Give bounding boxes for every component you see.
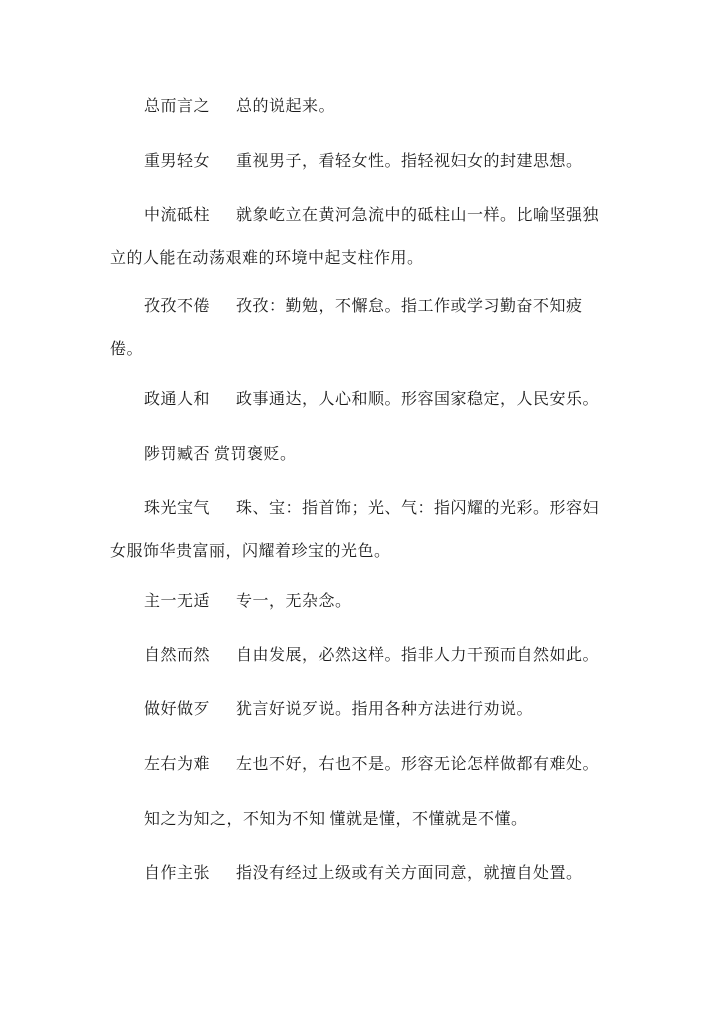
idiom-definition: 指没有经过上级或有关方面同意，就擅自处置。 [236,863,583,882]
idiom-term: 总而言之 [144,96,211,115]
idiom-entry [110,193,610,279]
idiom-entry [110,432,610,475]
idiom-term: 政通人和 [144,389,211,408]
idiom-entry [110,284,610,370]
idiom-entry [110,851,610,894]
idiom-entry [110,139,610,182]
idiom-definition: 懂就是懂，不懂就是不懂。 [329,809,528,828]
idiom-definition: 重视男子，看轻女性。指轻视妇女的封建思想。 [236,151,583,170]
idiom-entry [110,377,610,420]
idiom-definition: 犹言好说歹说。指用各种方法进行劝说。 [236,699,534,718]
idiom-term: 做好做歹 [144,699,211,718]
idiom-entry [110,687,610,730]
idiom-definition: 左也不好，右也不是。形容无论怎样做都有难处。 [236,754,600,773]
idiom-term: 自然而然 [144,645,211,664]
idiom-definition: 就象屹立在黄河急流中的砥柱山一样。比喻坚强独立的人能在动荡艰难的环境中起支柱作用。 [110,205,600,267]
idiom-definition: 赏罚褒贬。 [214,444,297,463]
idiom-entry [110,579,610,622]
idiom-definition: 自由发展，必然这样。指非人力干预而自然如此。 [236,645,600,664]
idiom-definition: 总的说起来。 [236,96,336,115]
idiom-term: 珠光宝气 [144,498,211,517]
idiom-term: 自作主张 [144,863,211,882]
idiom-term: 左右为难 [144,754,211,773]
idiom-entry [110,84,610,127]
idiom-definition: 政事通达，人心和顺。形容国家稳定，人民安乐。 [236,389,600,408]
idiom-entry [110,633,610,676]
idiom-entry [110,486,610,572]
idiom-definition: 专一，无杂念。 [236,591,352,610]
idiom-term: 孜孜不倦 [144,296,211,315]
idiom-definition: 孜孜：勤勉，不懈怠。指工作或学习勤奋不知疲倦。 [110,296,583,358]
idiom-entry [110,742,610,785]
idiom-term: 知之为知之，不知为不知 [144,809,326,828]
idiom-entry [110,797,610,840]
idiom-term: 主一无适 [144,591,211,610]
idiom-term: 中流砥柱 [144,205,211,224]
idiom-term: 重男轻女 [144,151,211,170]
idiom-term: 陟罚臧否 [144,444,211,463]
idiom-definition: 珠、宝：指首饰；光、气：指闪耀的光彩。形容妇女服饰华贵富丽，闪耀着珍宝的光色。 [110,498,600,560]
